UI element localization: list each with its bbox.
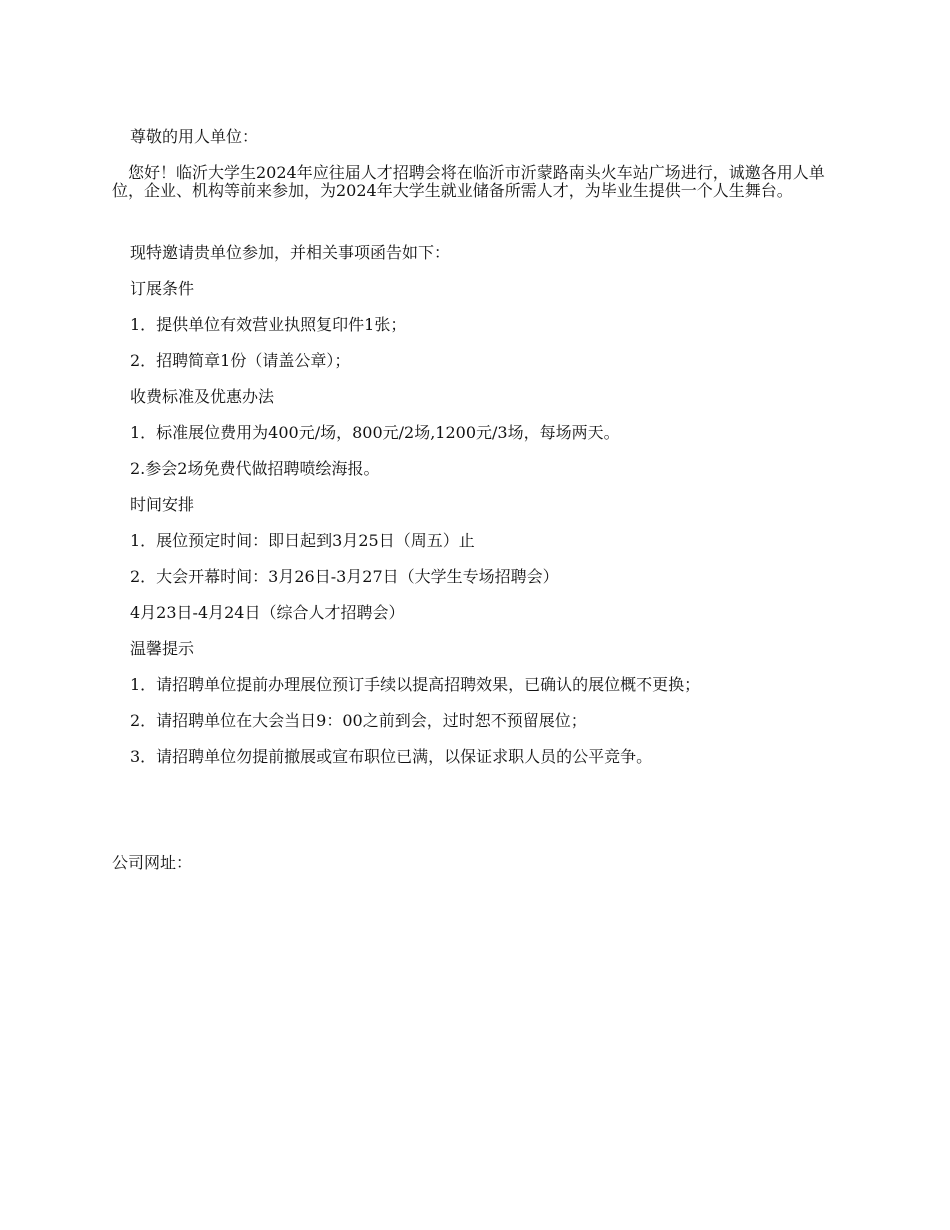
list-item: 1．标准展位费用为400元/场，800元/2场,1200元/3场，每场两天。: [130, 423, 620, 442]
list-item: 1．请招聘单位提前办理展位预订手续以提高招聘效果，已确认的展位概不更换；: [130, 675, 701, 694]
section-heading-fees: 收费标准及优惠办法: [130, 387, 275, 406]
list-item: 4月23日-4月24日（综合人才招聘会）: [130, 603, 405, 622]
salutation: 尊敬的用人单位：: [130, 127, 259, 146]
company-website-label: 公司网址：: [112, 853, 193, 872]
list-item: 2．请招聘单位在大会当日9：00之前到会，过时恕不预留展位；: [130, 711, 587, 730]
invitation-line: 现特邀请贵单位参加，并相关事项函告如下：: [130, 243, 451, 262]
list-item: 2．大会开幕时间：3月26日-3月27日（大学生专场招聘会）: [130, 567, 559, 586]
list-item: 1．提供单位有效营业执照复印件1张；: [130, 315, 407, 334]
section-heading-schedule: 时间安排: [130, 495, 195, 514]
list-item: 2.参会2场免费代做招聘喷绘海报。: [130, 459, 380, 478]
section-heading-booking-conditions: 订展条件: [130, 279, 195, 298]
section-heading-tips: 温馨提示: [130, 639, 195, 658]
list-item: 2．招聘简章1份（请盖公章）；: [130, 351, 351, 370]
list-item: 3．请招聘单位勿提前撤展或宣布职位已满，以保证求职人员的公平竞争。: [130, 747, 653, 766]
intro-paragraph: 您好！临沂大学生2024年应往届人才招聘会将在临沂市沂蒙路南头火车站广场进行，诚邀各用人单位，企业、机构等前来参加，为2024年大学生就业储备所需人才，为毕业生提供一个人生舞台。: [112, 163, 825, 200]
list-item: 1．展位预定时间：即日起到3月25日（周五）止: [130, 531, 475, 550]
